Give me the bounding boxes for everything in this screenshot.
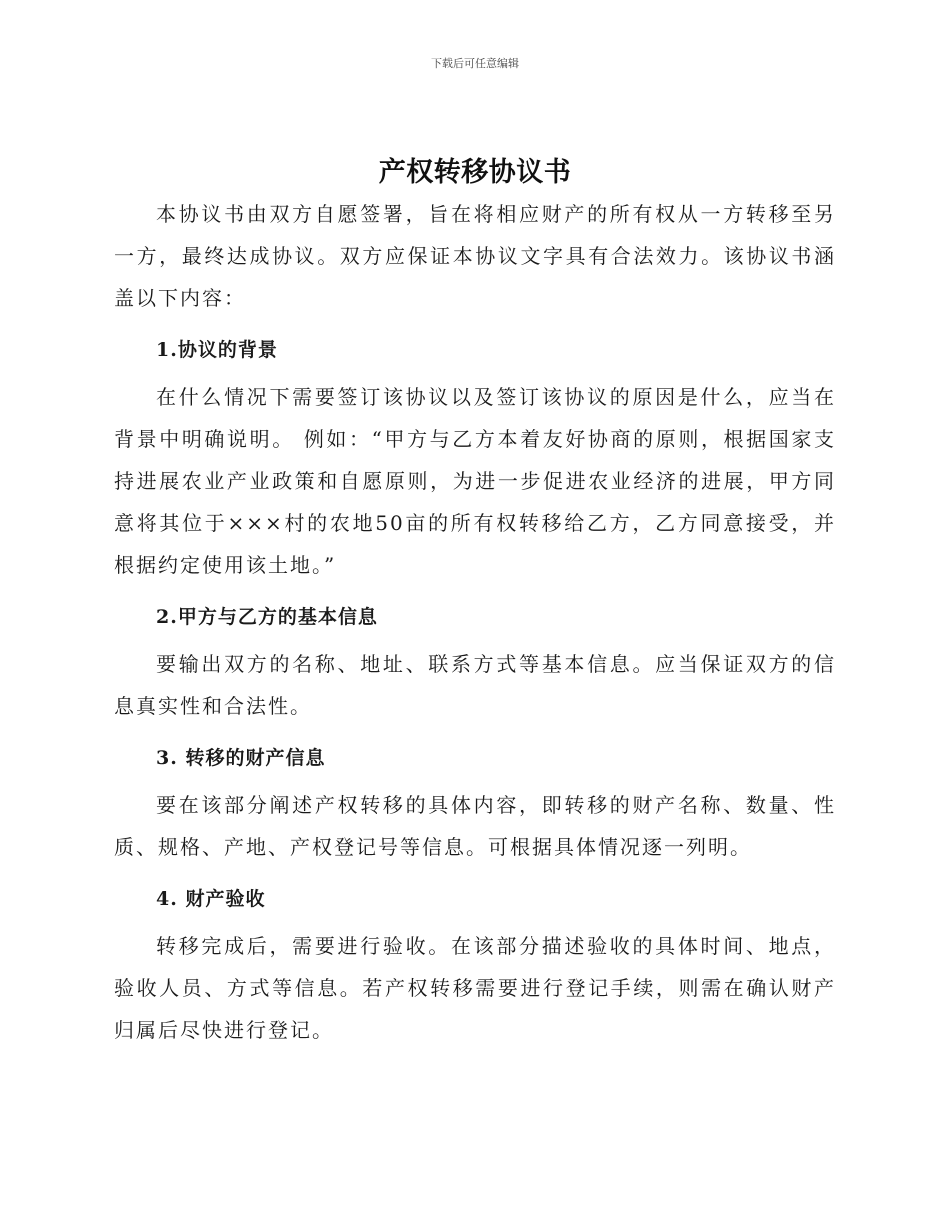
- section-body-background: 在什么情况下需要签订该协议以及签订该协议的原因是什么，应当在背景中明确说明。 例如：“甲方与乙方本着友好协商的原则，根据国家支持进展农业产业政策和自愿原则，为进一步促进农业经济的进展，甲方同意将其位于×××村的农地50亩的所有权转移给乙方，乙方同意接受，并根据约定使用该土地。”: [114, 385, 836, 577]
- section-heading-property-info: 3. 转移的财产信息: [156, 747, 326, 769]
- header-note: 下载后可任意编辑: [431, 57, 519, 70]
- section-body-acceptance: 转移完成后，需要进行验收。在该部分描述验收的具体时间、地点，验收人员、方式等信息。若产权转移需要进行登记手续，则需在确认财产归属后尽快进行登记。: [114, 934, 836, 1042]
- section-body-property-info: 要在该部分阐述产权转移的具体内容，即转移的财产名称、数量、性质、规格、产地、产权登记号等信息。可根据具体情况逐一列明。: [114, 793, 836, 859]
- section-heading-party-info: 2.甲方与乙方的基本信息: [156, 606, 378, 628]
- section-heading-background: 1.协议的背景: [156, 339, 278, 361]
- document-title: 产权转移协议书: [378, 157, 572, 188]
- section-heading-acceptance: 4. 财产验收: [156, 888, 266, 910]
- section-body-party-info: 要输出双方的名称、地址、联系方式等基本信息。应当保证双方的信息真实性和合法性。: [114, 652, 836, 718]
- document-body: [114, 193, 836, 1051]
- intro-paragraph: 本协议书由双方自愿签署，旨在将相应财产的所有权从一方转移至另一方，最终达成协议。双方应保证本协议文字具有合法效力。该协议书涵盖以下内容：: [114, 202, 836, 310]
